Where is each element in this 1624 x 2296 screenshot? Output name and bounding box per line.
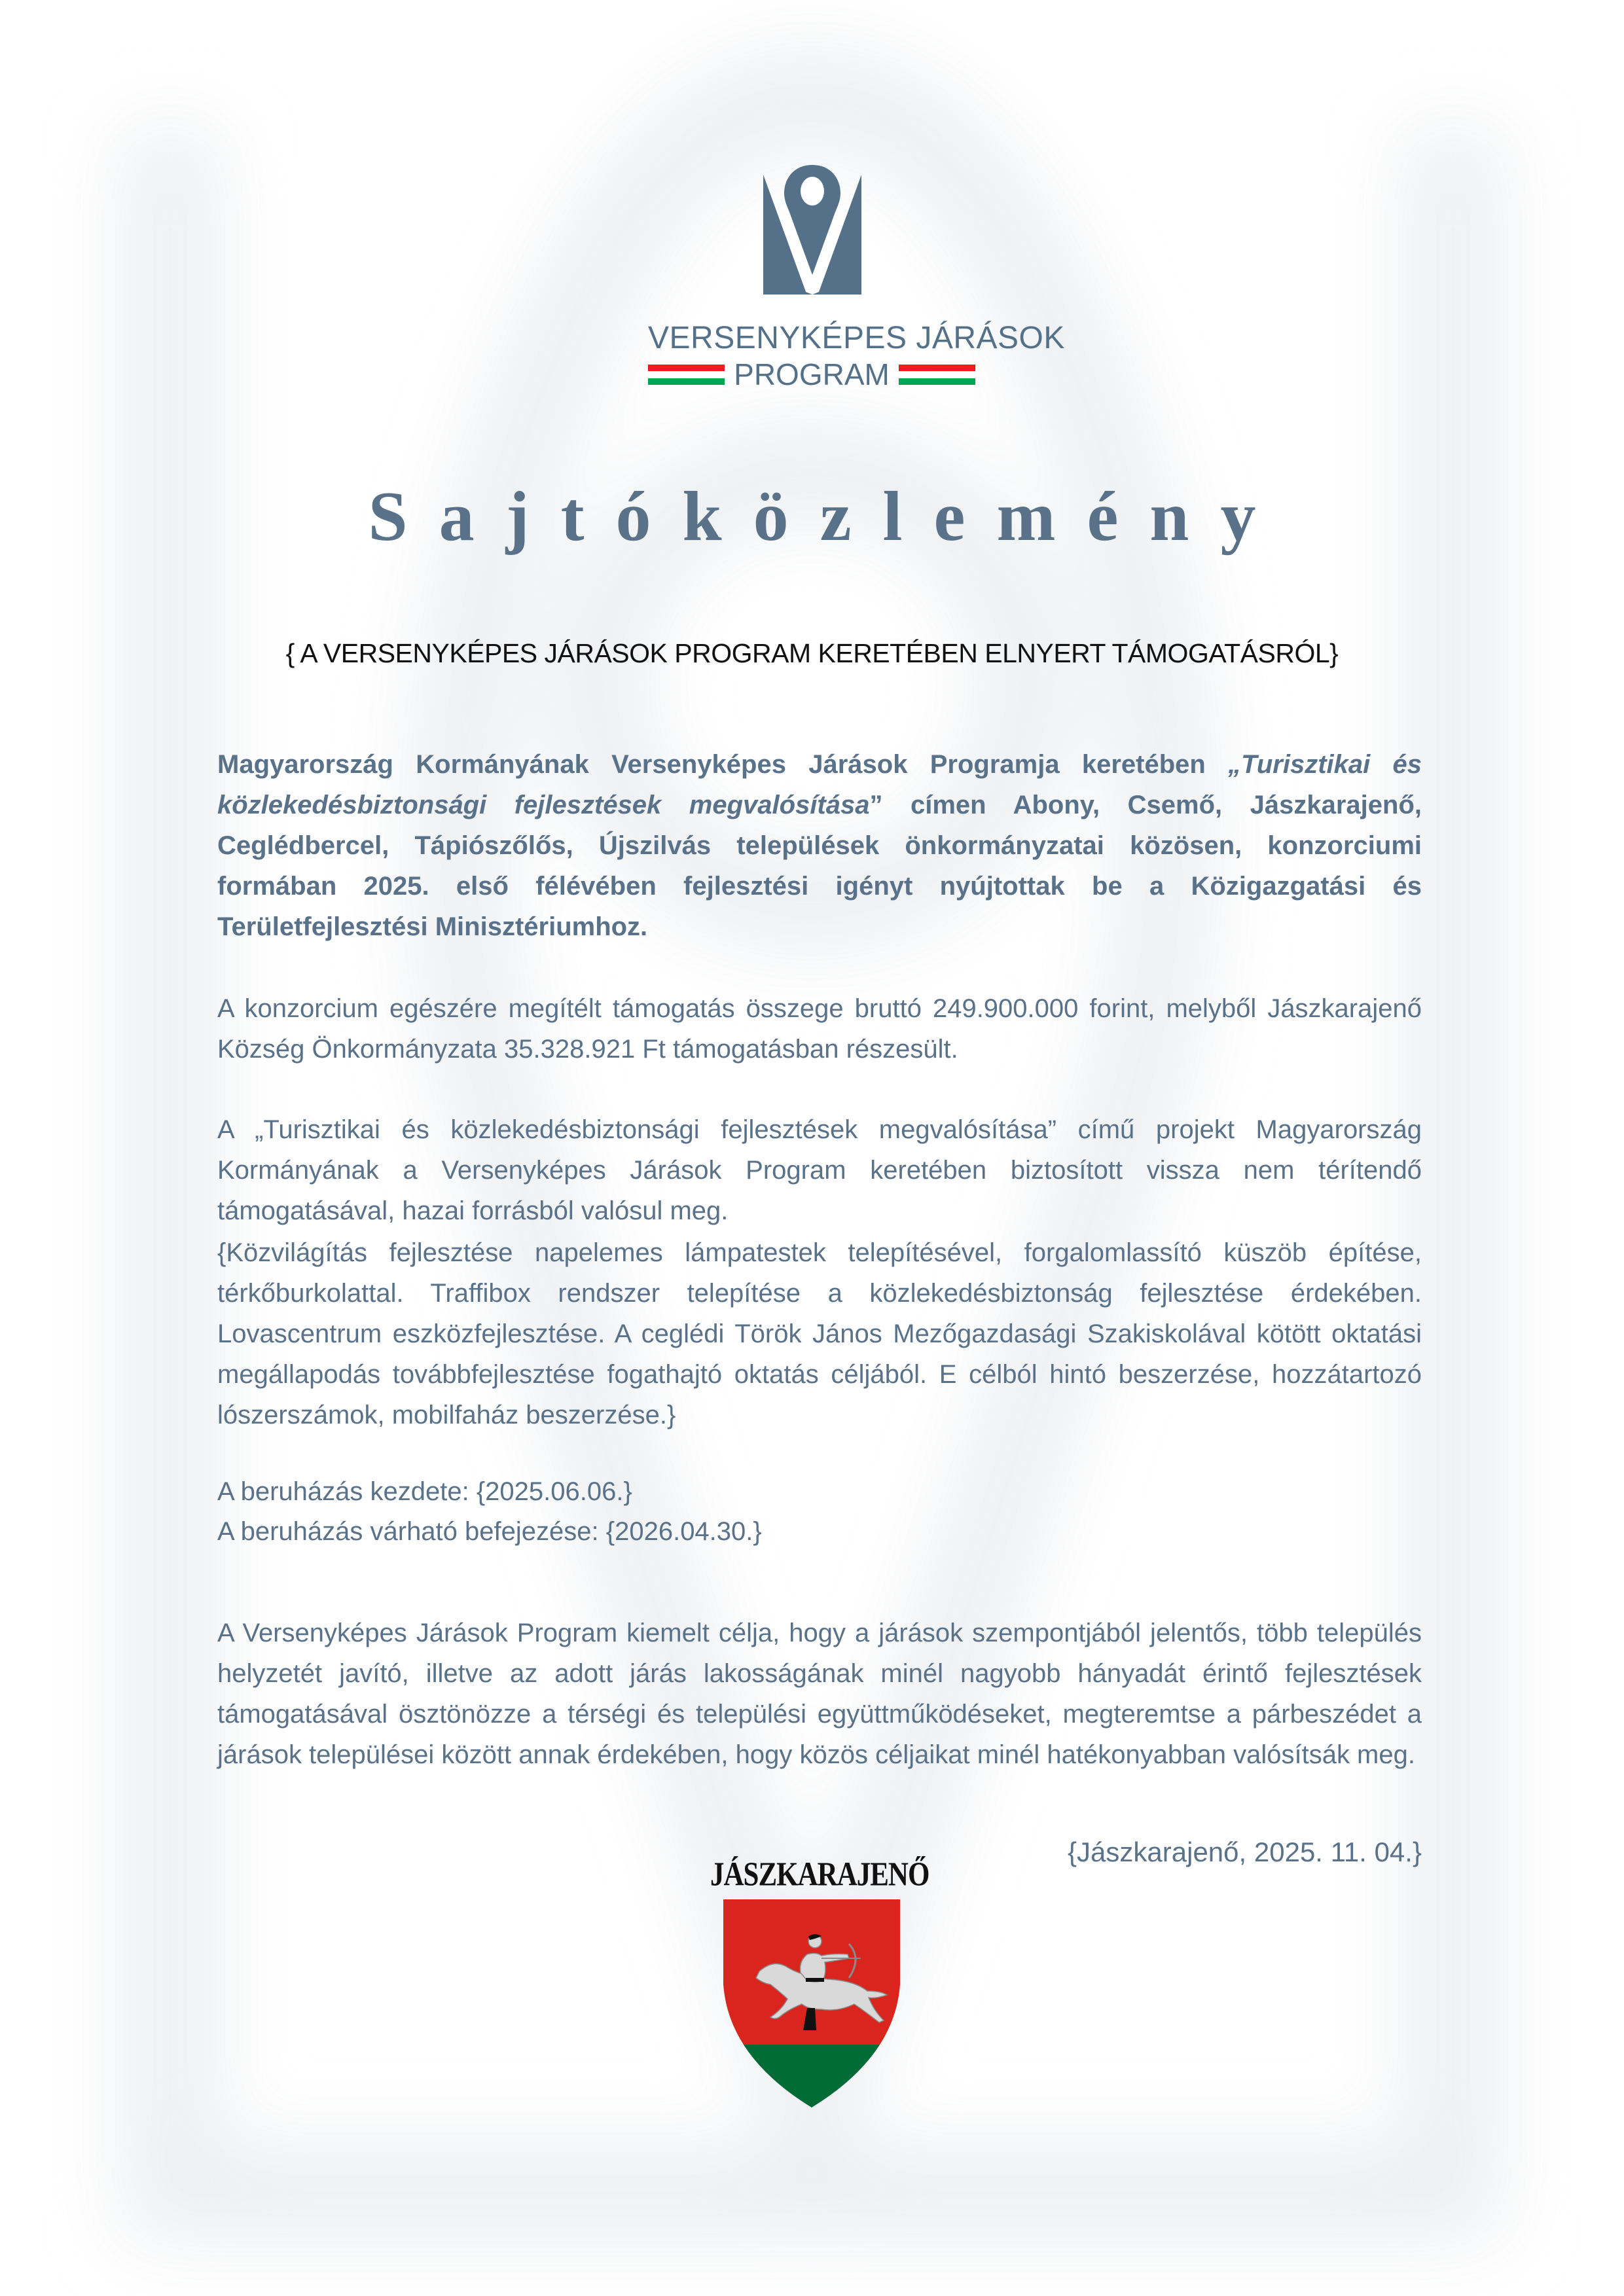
program-logo-text [648, 319, 1065, 391]
end-date: A beruházás várható befejezése: {2026.04.30.} [217, 1517, 762, 1546]
details-paragraph: {Közvilágítás fejlesztése napelemes lámpatestek telepítésével, forgalomlassító küszöb építése, térkőburkolattal. Traffibox rendszer telepítése a közlekedésbiztonság fejlesztése érdekében. Lovascentrum eszközfejlesztése. A ceglédi Török János Mezőgazdasági Szakiskolával kötött oktatási megállapodás továbbfejlesztése fogathajtó oktatás céljából. E célból hintó beszerzése, hozzátartozó lószerszámok, mobilfaház beszerzése.} [217, 1238, 1422, 1429]
goal-paragraph: A Versenyképes Járások Program kiemelt célja, hogy a járások szempontjából jelentős, több település helyzetét javító, illetve az adott járás lakosságának minél nagyobb hányadát érintő fejlesztések támogatásával ösztönözze a térségi és települési együttműködéseket, megteremtse a párbeszédet a járások települései között annak érdekében, hogy közös céljaikat minél hatékonyabban valósítsák meg. [217, 1619, 1422, 1769]
jaszkarajeno-coat-of-arms [710, 1856, 929, 2104]
subtitle: { A VERSENYKÉPES JÁRÁSOK PROGRAM KERETÉBEN ELNYERT TÁMOGATÁSRÓL} [285, 638, 1339, 668]
flag-stripes-left [648, 365, 725, 385]
logo-line-2: PROGRAM [734, 357, 890, 391]
intro-text-start: Magyarország Kormányának Versenyképes Járások Programja keretében [217, 750, 1229, 779]
logo-line-1: VERSENYKÉPES JÁRÁSOK [648, 321, 1065, 355]
crest-town-name: JÁSZKARAJENŐ [710, 1856, 929, 1893]
flag-stripes-right [899, 365, 975, 385]
intro-text-end: ” címen Abony, Csemő, Jászkarajenő, Ceglédbercel, Tápiószőlős, Újszilvás települések önkormányzatai közösen, konzorciumi formában 2025. első félévében fejlesztési igényt nyújtottak be a Közigazgatási és Területfejlesztési Minisztériumhoz. [217, 791, 1422, 941]
shield-icon [723, 1899, 900, 2109]
funding-paragraph: A konzorcium egészére megítélt támogatás összege bruttó 249.900.000 forint, melyből Jászkarajenő Község Önkormányzata 35.328.921 Ft támogatásban részesült. [217, 994, 1422, 1064]
place-and-date: {Jászkarajenő, 2025. 11. 04.} [1068, 1837, 1422, 1867]
project-paragraph: A „Turisztikai és közlekedésbiztonsági fejlesztések megvalósítása” című projekt Magyarország Kormányának a Versenyképes Járások Program keretében biztosított vissza nem térítendő támogatásával, hazai forrásból valósul meg. [217, 1115, 1422, 1225]
versenykepes-jarasok-logo-icon [763, 164, 861, 295]
start-date: A beruházás kezdete: {2025.06.06.} [217, 1477, 632, 1506]
intro-paragraph [217, 744, 1422, 947]
page-title: Sajtóközlemény [368, 478, 1288, 556]
project-title-italic: „Turisztikai és közlekedésbiztonsági fejlesztések megvalósítása [217, 750, 1422, 819]
